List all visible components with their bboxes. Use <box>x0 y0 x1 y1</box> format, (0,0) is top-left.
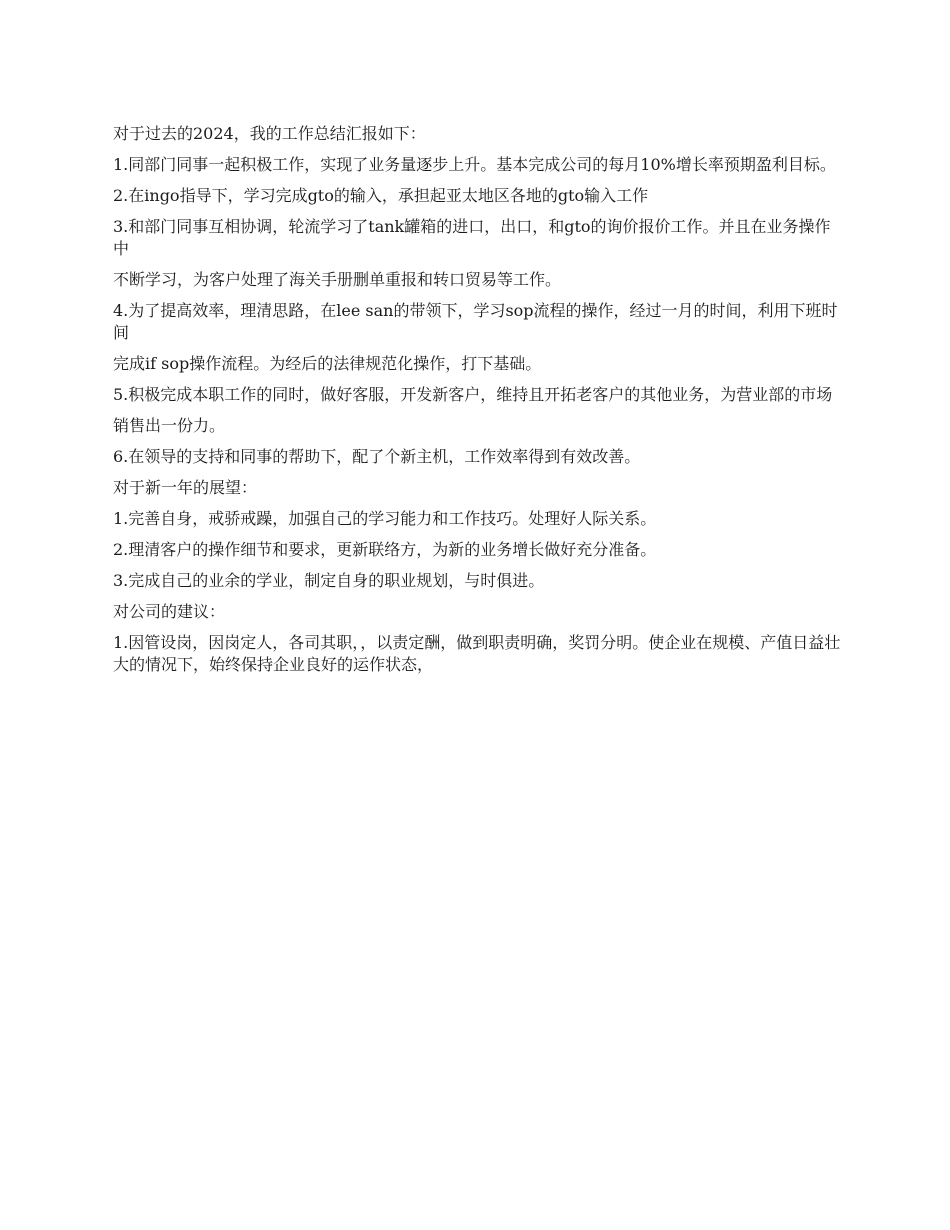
summary-item-5-continued: 销售出一份力。 <box>113 416 226 435</box>
summary-item-4-continued: 完成if sop操作流程。为经后的法律规范化操作，打下基础。 <box>113 354 542 373</box>
suggestion-item-1: 1.因管设岗，因岗定人，各司其职，，以责定酬，做到职责明确，奖罚分明。使企业在规模、产值日益壮大的情况下，始终保持企业良好的运作状态， <box>113 633 841 674</box>
summary-item-6: 6.在领导的支持和同事的帮助下，配了个新主机，工作效率得到有效改善。 <box>113 447 641 466</box>
summary-item-4: 4.为了提高效率，理清思路，在lee san的带领下，学习sop流程的操作，经过一月的时间，利用下班时间 <box>113 301 838 342</box>
intro-paragraph: 对于过去的2024，我的工作总结汇报如下： <box>113 124 426 143</box>
outlook-item-1: 1.完善自身，戒骄戒躁，加强自己的学习能力和工作技巧。处理好人际关系。 <box>113 509 657 528</box>
summary-item-3: 3.和部门同事互相协调，轮流学习了tank罐箱的进口，出口，和gto的询价报价工作。并且在业务操作中 <box>113 217 831 258</box>
summary-item-5: 5.积极完成本职工作的同时，做好客服，开发新客户，维持且开拓老客户的其他业务，为营业部的市场 <box>113 385 833 404</box>
summary-item-1: 1.同部门同事一起积极工作，实现了业务量逐步上升。基本完成公司的每月10%增长率预期盈利目标。 <box>113 155 836 174</box>
suggestion-heading: 对公司的建议： <box>113 602 226 621</box>
outlook-heading: 对于新一年的展望： <box>113 478 258 497</box>
summary-item-2: 2.在ingo指导下，学习完成gto的输入，承担起亚太地区各地的gto输入工作 <box>113 186 649 205</box>
outlook-item-3: 3.完成自己的业余的学业，制定自身的职业规划，与时俱进。 <box>113 571 545 590</box>
outlook-item-2: 2.理清客户的操作细节和要求，更新联络方，为新的业务增长做好充分准备。 <box>113 540 657 559</box>
summary-item-3-continued: 不断学习，为客户处理了海关手册删单重报和转口贸易等工作。 <box>113 270 562 289</box>
